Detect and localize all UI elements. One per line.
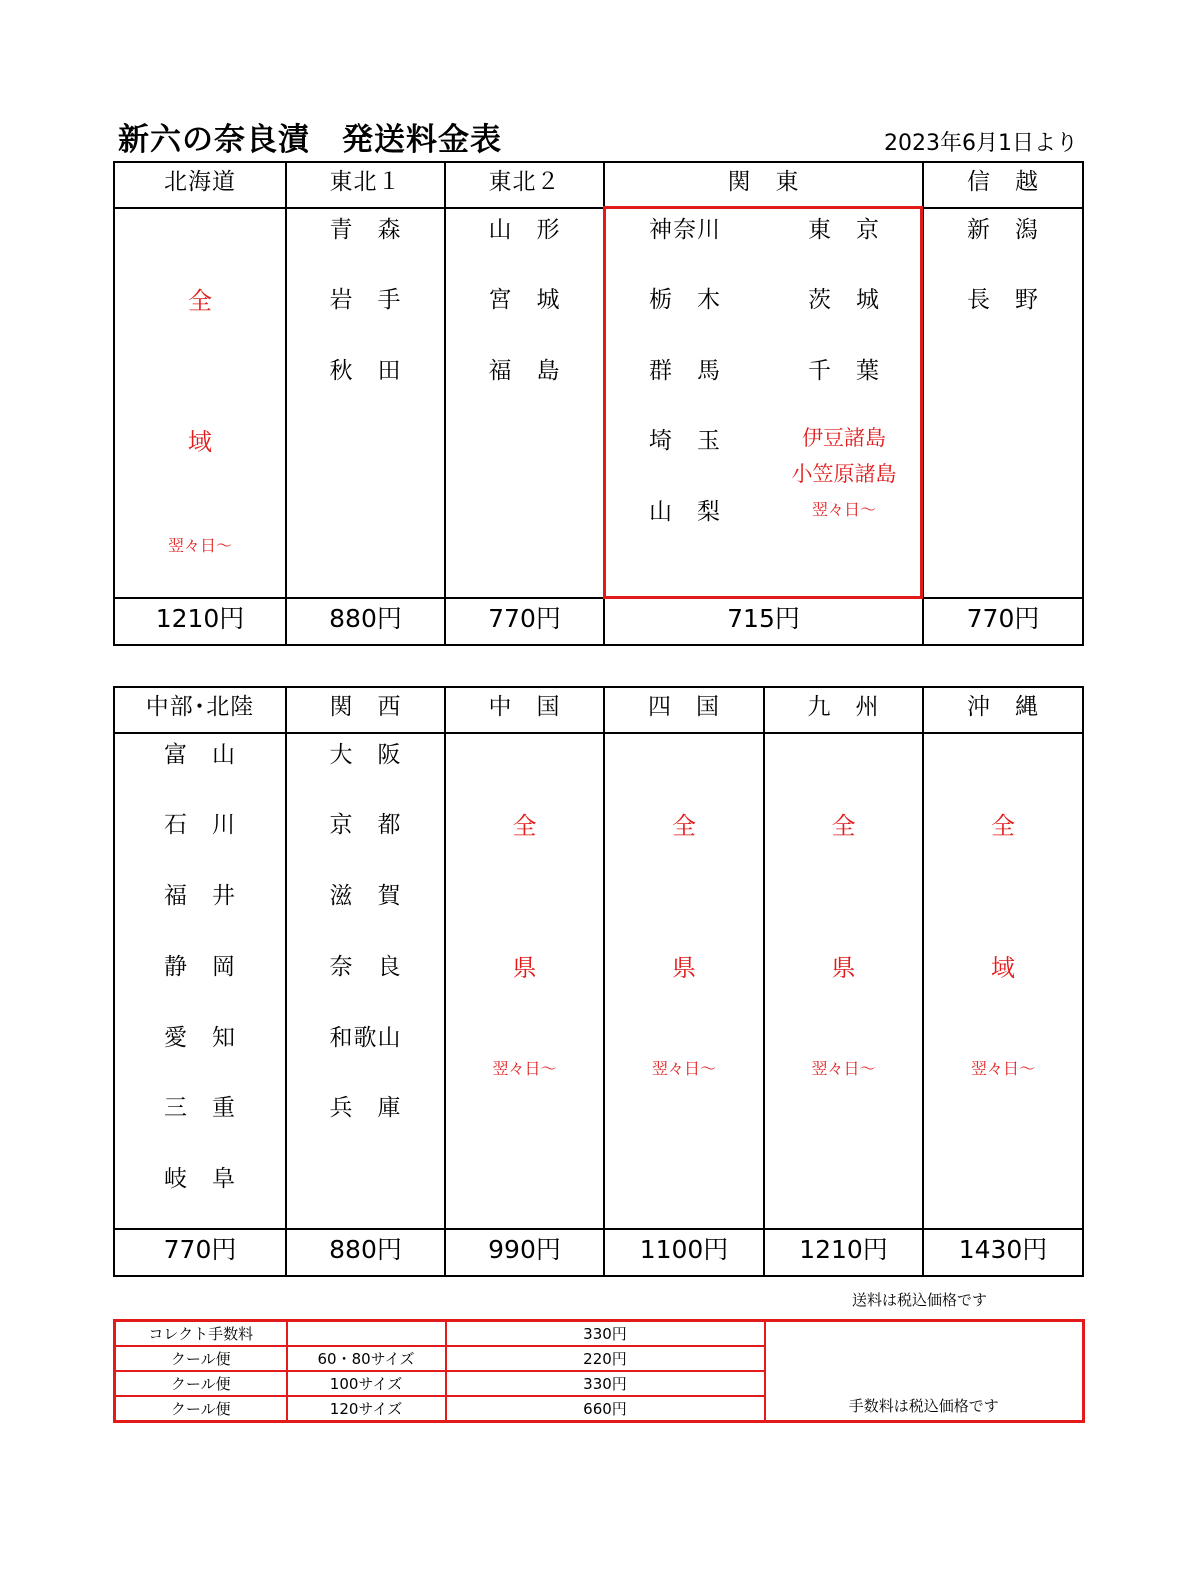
hokkaido-next-day: 翌々日〜	[167, 536, 232, 555]
price-tohoku1: 880円	[286, 598, 445, 645]
pref-fukui: 福 井	[164, 883, 236, 909]
cell-kansai	[286, 733, 445, 1229]
table-1-header-row	[114, 162, 1083, 208]
table-2-price-row	[114, 1229, 1083, 1276]
fee-name: クール便	[115, 1371, 287, 1396]
ogasawara-islands: 小笠原諸島	[791, 462, 897, 486]
price-shikoku: 1100円	[604, 1229, 764, 1276]
fee-tax-note: 手数料は税込価格です	[765, 1321, 1084, 1422]
cell-shinetsu	[923, 208, 1083, 598]
cell-kyushu	[764, 733, 923, 1229]
hokkaido-zen: 全	[188, 287, 212, 315]
fee-row-collect	[115, 1321, 1084, 1347]
effective-date: 2023年6月1日より	[884, 131, 1078, 156]
pref-toyama: 富 山	[164, 742, 236, 768]
pref-nara: 奈 良	[329, 954, 402, 980]
pref-shiga: 滋 賀	[329, 883, 402, 909]
header-kyushu: 九 州	[764, 687, 923, 733]
pref-kanagawa: 神奈川	[649, 217, 721, 243]
cell-tohoku2	[445, 208, 604, 598]
pref-ibaraki: 茨 城	[808, 287, 880, 313]
shipping-tax-note: 送料は税込価格です	[852, 1291, 988, 1309]
pref-osaka: 大 阪	[329, 742, 402, 768]
pref-gifu: 岐 阜	[164, 1166, 236, 1192]
fee-table	[113, 1319, 1085, 1423]
pref-aichi: 愛 知	[164, 1025, 236, 1051]
table-1-price-row	[114, 598, 1083, 645]
fee-price: 330円	[446, 1321, 765, 1347]
fee-name: コレクト手数料	[115, 1321, 287, 1347]
okinawa-iki: 域	[991, 954, 1015, 982]
price-kyushu: 1210円	[764, 1229, 923, 1276]
price-kansai: 880円	[286, 1229, 445, 1276]
price-chugoku: 990円	[445, 1229, 604, 1276]
header-chubu-hokuriku: 中部･北陸	[114, 687, 286, 733]
pref-wakayama: 和歌山	[329, 1025, 402, 1051]
header-kansai: 関 西	[286, 687, 445, 733]
cell-hokkaido	[114, 208, 286, 598]
pref-ishikawa: 石 川	[164, 812, 236, 838]
header-tohoku2: 東北２	[445, 162, 604, 208]
pref-miyagi: 宮 城	[488, 287, 561, 313]
shikoku-zen: 全	[672, 812, 696, 840]
izu-islands: 伊豆諸島	[802, 426, 886, 450]
header-okinawa: 沖 縄	[923, 687, 1083, 733]
cell-chugoku	[445, 733, 604, 1229]
pref-fukushima: 福 島	[488, 358, 561, 384]
pref-hyogo: 兵 庫	[329, 1095, 402, 1121]
chugoku-ken: 県	[512, 954, 537, 982]
cell-shikoku	[604, 733, 764, 1229]
pref-tochigi: 栃 木	[649, 287, 721, 313]
header-kanto: 関 東	[604, 162, 923, 208]
pref-mie: 三 重	[164, 1095, 236, 1121]
okinawa-zen: 全	[991, 812, 1015, 840]
page-title: 新六の奈良漬 発送料金表	[118, 122, 502, 158]
table-2-region-row	[114, 733, 1083, 1229]
header-shinetsu: 信 越	[923, 162, 1083, 208]
cell-okinawa	[923, 733, 1083, 1229]
kyushu-next-day: 翌々日〜	[811, 1059, 876, 1078]
kanto-next-day: 翌々日〜	[811, 500, 876, 519]
okinawa-next-day: 翌々日〜	[970, 1059, 1035, 1078]
header-tohoku1: 東北１	[286, 162, 445, 208]
pref-shizuoka: 静 岡	[164, 954, 236, 980]
pref-chiba: 千 葉	[808, 358, 880, 384]
pref-gunma: 群 馬	[649, 358, 721, 384]
cell-kanto	[604, 208, 923, 598]
fee-price: 220円	[446, 1346, 765, 1371]
hokkaido-iki: 域	[188, 428, 212, 456]
pref-nagano: 長 野	[967, 287, 1039, 313]
price-okinawa: 1430円	[923, 1229, 1083, 1276]
pref-aomori: 青 森	[329, 217, 402, 243]
pref-akita: 秋 田	[329, 358, 402, 384]
fee-size	[287, 1321, 446, 1347]
fee-price: 330円	[446, 1371, 765, 1396]
fee-size: 120サイズ	[287, 1396, 446, 1422]
pref-iwate: 岩 手	[329, 287, 402, 313]
shipping-table-1	[113, 161, 1084, 646]
kyushu-zen: 全	[831, 812, 856, 840]
fee-name: クール便	[115, 1346, 287, 1371]
pref-kyoto: 京 都	[329, 812, 402, 838]
header-hokkaido: 北海道	[114, 162, 286, 208]
price-kanto: 715円	[604, 598, 923, 645]
header-chugoku: 中 国	[445, 687, 604, 733]
shikoku-ken: 県	[672, 954, 696, 982]
fee-price: 660円	[446, 1396, 765, 1422]
pref-niigata: 新 潟	[967, 217, 1039, 243]
fee-name: クール便	[115, 1396, 287, 1422]
chugoku-next-day: 翌々日〜	[492, 1059, 557, 1078]
table-2-header-row	[114, 687, 1083, 733]
price-chubu-hokuriku: 770円	[114, 1229, 286, 1276]
price-shinetsu: 770円	[923, 598, 1083, 645]
header-shikoku: 四 国	[604, 687, 764, 733]
table-1-region-row	[114, 208, 1083, 598]
cell-tohoku1	[286, 208, 445, 598]
pref-yamanashi: 山 梨	[649, 499, 721, 525]
chugoku-zen: 全	[512, 812, 537, 840]
pref-saitama: 埼 玉	[649, 428, 721, 454]
price-tohoku2: 770円	[445, 598, 604, 645]
fee-size: 100サイズ	[287, 1371, 446, 1396]
pref-yamagata: 山 形	[488, 217, 561, 243]
kyushu-ken: 県	[831, 954, 856, 982]
pref-tokyo: 東 京	[808, 217, 880, 243]
shikoku-next-day: 翌々日〜	[651, 1059, 716, 1078]
cell-chubu-hokuriku	[114, 733, 286, 1229]
price-hokkaido: 1210円	[114, 598, 286, 645]
fee-size: 60・80サイズ	[287, 1346, 446, 1371]
shipping-table-2	[113, 686, 1084, 1277]
